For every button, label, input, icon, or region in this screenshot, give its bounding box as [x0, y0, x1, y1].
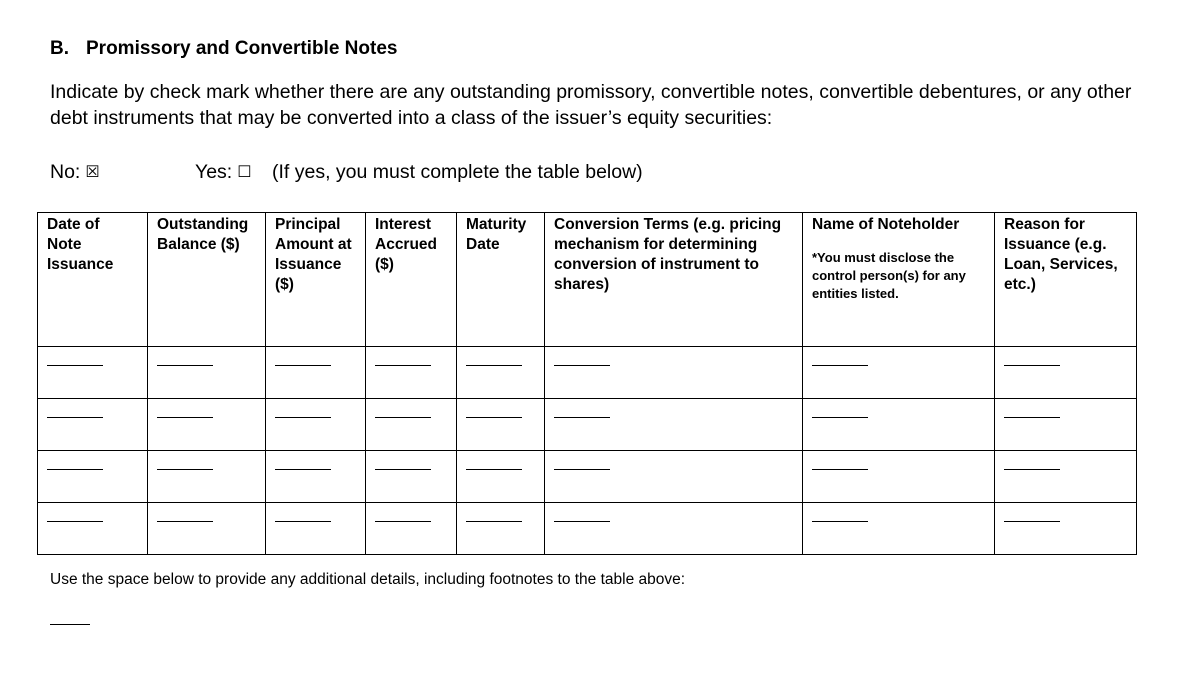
- table-cell[interactable]: [148, 347, 266, 399]
- table-cell[interactable]: [457, 399, 545, 451]
- blank-entry-line: [157, 417, 213, 418]
- table-cell[interactable]: [457, 347, 545, 399]
- blank-entry-line: [375, 417, 431, 418]
- table-cell[interactable]: [545, 503, 803, 555]
- blank-entry-line: [466, 365, 522, 366]
- col-header-noteholder: [803, 213, 995, 347]
- no-label: No:: [50, 161, 81, 183]
- table-cell[interactable]: [266, 347, 366, 399]
- blank-entry-line: [554, 365, 610, 366]
- notes-table: [37, 212, 1137, 555]
- table-cell[interactable]: [38, 347, 148, 399]
- col-header-reason: Reason for Issuance (e.g. Loan, Services, etc.): [995, 213, 1137, 347]
- table-cell[interactable]: [366, 451, 457, 503]
- table-cell[interactable]: [38, 451, 148, 503]
- blank-entry-line: [466, 469, 522, 470]
- blank-entry-line: [275, 521, 331, 522]
- blank-entry-line: [157, 365, 213, 366]
- blank-entry-line: [47, 365, 103, 366]
- table-row: [38, 503, 1137, 555]
- table-cell[interactable]: [545, 347, 803, 399]
- col-header-principal-amount: Principal Amount at Issuance ($): [266, 213, 366, 347]
- table-header-row: [38, 213, 1137, 347]
- table-cell[interactable]: [148, 399, 266, 451]
- table-cell[interactable]: [995, 347, 1137, 399]
- table-row: [38, 347, 1137, 399]
- blank-entry-line: [554, 417, 610, 418]
- section-title: Promissory and Convertible Notes: [86, 38, 398, 59]
- table-cell[interactable]: [38, 399, 148, 451]
- table-cell[interactable]: [38, 503, 148, 555]
- blank-entry-line: [47, 417, 103, 418]
- table-cell[interactable]: [366, 503, 457, 555]
- table-cell[interactable]: [266, 503, 366, 555]
- instruction-text: Indicate by check mark whether there are any outstanding promissory, convertible notes, convertible debentures, or any other debt instruments that may be converted into a class of the issuer’s equity securities:: [50, 81, 1132, 129]
- section-heading: [50, 38, 397, 60]
- blank-entry-line: [275, 417, 331, 418]
- col-header-interest-accrued: Interest Accrued ($): [366, 213, 457, 347]
- additional-details-label: Use the space below to provide any additional details, including footnotes to the table above:: [50, 571, 686, 588]
- noteholder-footnote: *You must disclose the control person(s) for any entities listed.: [812, 250, 966, 301]
- table-row: [38, 451, 1137, 503]
- blank-entry-line: [1004, 469, 1060, 470]
- blank-entry-line: [157, 469, 213, 470]
- blank-entry-line: [157, 521, 213, 522]
- blank-entry-line: [375, 521, 431, 522]
- table-cell[interactable]: [803, 451, 995, 503]
- table-cell[interactable]: [148, 451, 266, 503]
- blank-entry-line: [1004, 521, 1060, 522]
- table-cell[interactable]: [803, 347, 995, 399]
- blank-entry-line: [47, 521, 103, 522]
- table-cell[interactable]: [457, 451, 545, 503]
- table-cell[interactable]: [803, 503, 995, 555]
- blank-entry-line: [466, 521, 522, 522]
- blank-entry-line: [812, 417, 868, 418]
- section-number: B.: [50, 38, 69, 59]
- table-cell[interactable]: [457, 503, 545, 555]
- table-cell[interactable]: [995, 503, 1137, 555]
- blank-entry-line: [812, 469, 868, 470]
- table-cell[interactable]: [995, 399, 1137, 451]
- table-cell[interactable]: [545, 399, 803, 451]
- blank-entry-line: [375, 469, 431, 470]
- yes-label: Yes:: [195, 161, 233, 183]
- additional-details-field[interactable]: [50, 624, 90, 625]
- checked-box-icon[interactable]: ☒: [85, 164, 100, 181]
- table-cell[interactable]: [266, 451, 366, 503]
- yes-option[interactable]: [195, 161, 252, 184]
- no-option[interactable]: [50, 161, 100, 184]
- table-cell[interactable]: [266, 399, 366, 451]
- blank-entry-line: [1004, 417, 1060, 418]
- blank-entry-line: [812, 365, 868, 366]
- blank-entry-line: [275, 469, 331, 470]
- yes-hint: (If yes, you must complete the table below): [272, 161, 643, 183]
- table-body: [38, 347, 1137, 555]
- blank-entry-line: [466, 417, 522, 418]
- table-cell[interactable]: [545, 451, 803, 503]
- blank-entry-line: [554, 521, 610, 522]
- blank-entry-line: [375, 365, 431, 366]
- table-cell[interactable]: [148, 503, 266, 555]
- col-header-conversion-terms: Conversion Terms (e.g. pricing mechanism for determining conversion of instrument to shares): [545, 213, 803, 347]
- blank-entry-line: [812, 521, 868, 522]
- col-header-maturity-date: Maturity Date: [457, 213, 545, 347]
- table-cell[interactable]: [366, 399, 457, 451]
- unchecked-box-icon[interactable]: ☐: [237, 164, 252, 181]
- table-cell[interactable]: [366, 347, 457, 399]
- table-cell[interactable]: [803, 399, 995, 451]
- blank-entry-line: [1004, 365, 1060, 366]
- col-header-outstanding-balance: Outstanding Balance ($): [148, 213, 266, 347]
- blank-entry-line: [554, 469, 610, 470]
- col-header-date-issuance: Date of Note Issuance: [38, 213, 148, 347]
- noteholder-label: Name of Noteholder: [812, 216, 960, 233]
- blank-entry-line: [275, 365, 331, 366]
- table-row: [38, 399, 1137, 451]
- table-cell[interactable]: [995, 451, 1137, 503]
- blank-entry-line: [47, 469, 103, 470]
